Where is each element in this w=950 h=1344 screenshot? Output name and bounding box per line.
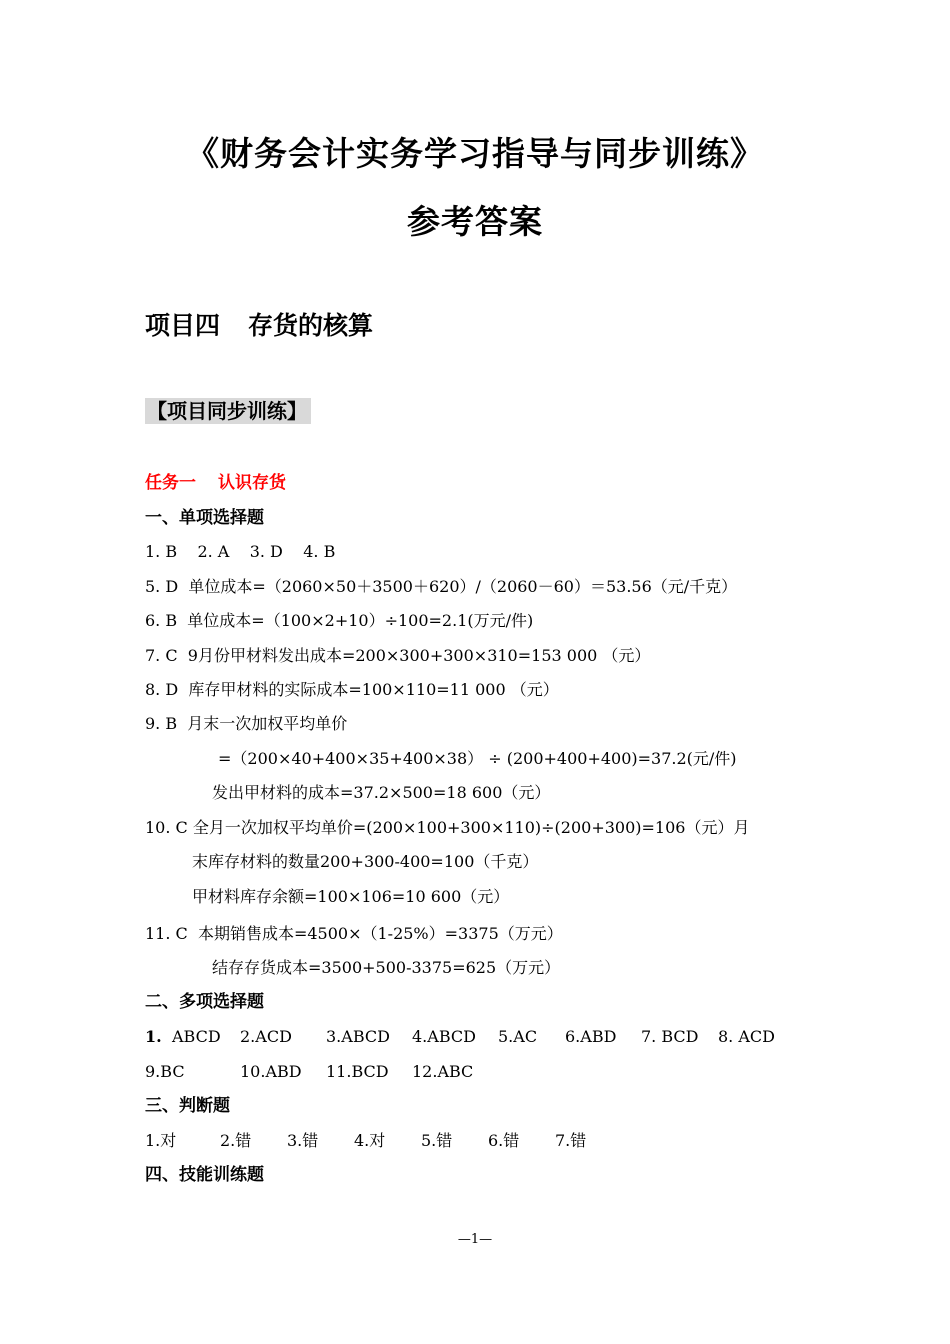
answer-item: 6.ABD [565,1027,617,1046]
answer-item: 4.ABCD [412,1027,476,1046]
skills-training-heading: 四、技能训练题 [145,1165,264,1185]
answer-item: 7.错 [555,1131,587,1150]
answer-line: 6. B 单位成本=（100×2+10）÷100=2.1(万元/件) [145,611,534,630]
answer-item: 11.BCD [326,1062,389,1081]
answer-line: 发出甲材料的成本=37.2×500=18 600（元） [212,783,551,802]
project-number: 项目四 [145,311,221,340]
answer-item: 9.BC [145,1062,185,1081]
answer-line: 5. D 单位成本=（2060×50＋3500＋620）/（2060－60）＝53.56（元/千克） [145,577,738,596]
answer-item: 7. BCD [641,1027,699,1046]
document-title: 《财务会计实务学习指导与同步训练》 [186,134,764,173]
answer-item: 2.ACD [240,1027,292,1046]
section-heading: 【项目同步训练】 [145,398,311,424]
answer-item: 5.AC [498,1027,538,1046]
project-name: 存货的核算 [248,311,374,340]
answer-item: ABCD [172,1027,221,1046]
answer-item: 4.对 [354,1131,386,1150]
single-choice-heading: 一、单项选择题 [145,508,264,528]
answer-line: 7. C 9月份甲材料发出成本=200×300+300×310=153 000 （元） [145,646,651,665]
answer-item: 1. [145,1027,162,1046]
answer-line: 1. B 2. A 3. D 4. B [145,542,336,561]
answer-line: 8. D 库存甲材料的实际成本=100×110=11 000 （元） [145,680,559,699]
page-number: —1— [457,1232,493,1247]
task-heading [145,472,286,494]
multi-choice-heading: 二、多项选择题 [145,992,264,1012]
answer-line: 11. C 本期销售成本=4500×（1-25%）=3375（万元） [145,924,563,943]
answer-item: 2.错 [220,1131,252,1150]
answer-line: 10. C 全月一次加权平均单价=(200×100+300×110)÷(200+300)=106（元）月 [145,818,750,837]
answer-item: 5.错 [421,1131,453,1150]
answer-line: =（200×40+400×35+400×38） ÷ (200+400+400)=37.2(元/件) [218,749,737,768]
project-heading [145,306,373,342]
task-number: 任务一 [145,473,196,493]
true-false-heading: 三、判断题 [145,1096,230,1116]
answer-item: 6.错 [488,1131,520,1150]
document-subtitle: 参考答案 [407,202,543,241]
answer-item: 3.错 [287,1131,319,1150]
answer-item: 12.ABC [412,1062,474,1081]
answer-item: 8. ACD [718,1027,775,1046]
task-name: 认识存货 [218,473,286,493]
answer-item: 10.ABD [240,1062,302,1081]
answer-item: 1.对 [145,1131,177,1150]
answer-item: 3.ABCD [326,1027,390,1046]
answer-line: 甲材料库存余额=100×106=10 600（元） [192,887,510,906]
answer-line: 9. B 月末一次加权平均单价 [145,714,348,733]
answer-line: 末库存材料的数量200+300-400=100（千克） [192,852,539,871]
answer-line: 结存存货成本=3500+500-3375=625（万元） [212,958,561,977]
